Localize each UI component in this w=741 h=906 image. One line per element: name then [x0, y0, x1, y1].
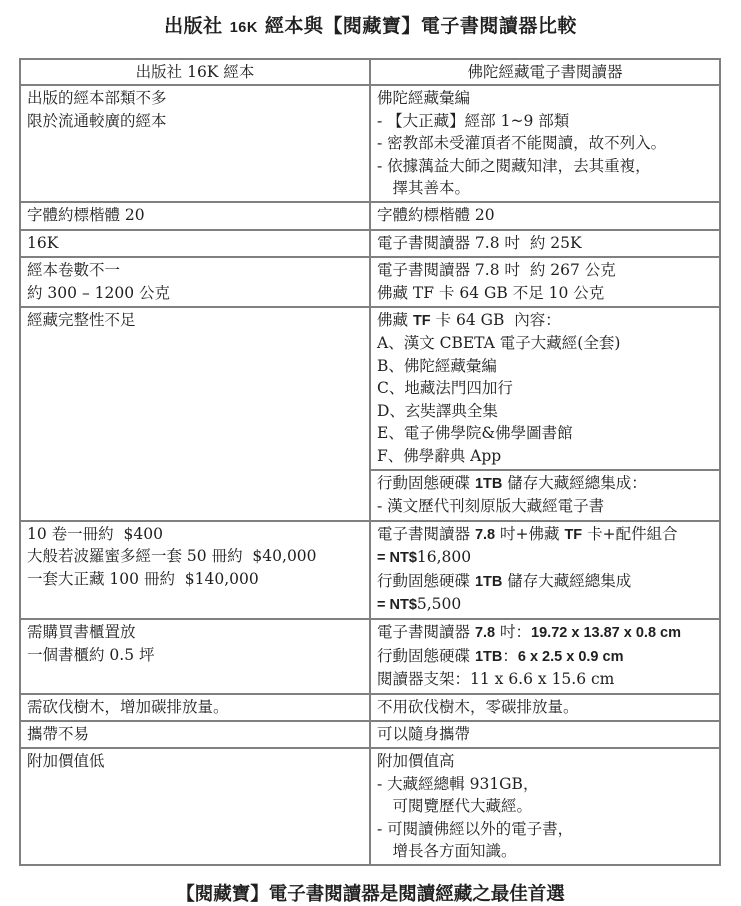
cell-right — [370, 202, 720, 229]
table-row — [20, 257, 720, 307]
table-row — [20, 202, 720, 229]
cell-line: 10 卷一冊約 $400 — [27, 524, 163, 543]
comparison-table — [19, 58, 721, 866]
cell-line: 字體約標楷體 20 — [377, 206, 495, 225]
cell-line: F、佛學辭典 App — [377, 446, 502, 465]
column-header-left: 出版社 16K 經本 — [20, 59, 370, 85]
cell-line: 字體約標楷體 20 — [27, 206, 145, 225]
cell-line: 電子書閱讀器 7.8 吋 約 25K — [377, 233, 582, 252]
cell-line: - 大藏經總輯 931GB， — [377, 774, 539, 793]
table-row — [20, 85, 720, 202]
cell-line: 經本卷數不一 — [27, 261, 121, 280]
cell-line: 可閱覽歷代大藏經。 — [377, 797, 533, 816]
table-row — [20, 721, 720, 748]
cell-line: 電子書閱讀器 7.8 吋+佛藏 TF 卡+配件組合 — [377, 524, 678, 543]
cell-line: 需砍伐樹木，增加碳排放量。 — [27, 697, 229, 716]
cell-line: - 依據蕅益大師之閱藏知津，去其重複， — [377, 156, 651, 175]
cell-right — [370, 470, 720, 521]
header-row — [20, 59, 720, 85]
cell-line: 擇其善本。 — [377, 179, 471, 198]
cell-right — [370, 257, 720, 307]
table-row — [20, 694, 720, 721]
cell-line: - 可閱讀佛經以外的電子書， — [377, 819, 574, 838]
cell-left — [20, 257, 370, 307]
cell-right — [370, 748, 720, 865]
cell-right — [370, 721, 720, 748]
cell-line: 佛藏 TF 卡 64 GB 內容： — [377, 311, 561, 330]
cell-line: 需購買書櫃置放 — [27, 623, 136, 642]
cell-left — [20, 748, 370, 865]
cell-line: 一個書櫃約 0.5 坪 — [27, 645, 155, 664]
cell-right — [370, 521, 720, 620]
cell-line: 限於流通較廣的經本 — [27, 111, 167, 130]
cell-left — [20, 619, 370, 693]
cell-line: 增長各方面知識。 — [377, 842, 517, 860]
cell-line: 佛陀經藏彙編 — [377, 89, 471, 108]
cell-line: 行動固態硬碟 1TB 儲存大藏經總集成： — [377, 473, 647, 492]
cell-left — [20, 230, 370, 257]
table-row — [20, 230, 720, 257]
cell-line: 出版的經本部類不多 — [27, 89, 167, 108]
cell-right — [370, 85, 720, 202]
cell-line: 行動固態硬碟 1TB：6 x 2.5 x 0.9 cm — [377, 646, 624, 665]
table-row — [20, 307, 720, 470]
cell-left — [20, 694, 370, 721]
cell-line: 行動固態硬碟 1TB 儲存大藏經總集成 — [377, 571, 632, 590]
cell-line: 電子書閱讀器 7.8 吋 約 267 公克 — [377, 261, 616, 280]
cell-line: = NT$16,800 — [377, 548, 472, 567]
column-header-right: 佛陀經藏電子書閱讀器 — [370, 59, 720, 85]
cell-left — [20, 202, 370, 229]
cell-line: 閱讀器支架：11 x 6.6 x 15.6 cm — [377, 670, 615, 689]
cell-left — [20, 307, 370, 521]
cell-line: = NT$5,500 — [377, 594, 462, 613]
cell-line: A、漢文 CBETA 電子大藏經(全套) — [377, 334, 621, 353]
table-body — [20, 85, 720, 865]
cell-left — [20, 521, 370, 620]
cell-line: D、玄奘譯典全集 — [377, 401, 498, 420]
page-title: 出版社 16K 經本與【閱藏寶】電子書閱讀器比較 — [164, 15, 577, 37]
cell-left — [20, 85, 370, 202]
cell-line: 佛藏 TF 卡 64 GB 不足 10 公克 — [377, 283, 605, 302]
cell-line: 一套大正藏 100 冊約 $140,000 — [27, 569, 259, 588]
cell-right — [370, 230, 720, 257]
cell-line: 附加價值高 — [377, 752, 455, 771]
cell-line: B、佛陀經藏彙編 — [377, 356, 497, 375]
table-row — [20, 619, 720, 693]
cell-line: - 【大正藏】經部 1~9 部類 — [377, 111, 570, 130]
cell-right — [370, 694, 720, 721]
table-row — [20, 521, 720, 620]
table-row — [20, 748, 720, 865]
cell-line: 不用砍伐樹木，零碳排放量。 — [377, 697, 579, 716]
cell-line: E、電子佛學院&佛學圖書館 — [377, 424, 573, 443]
cell-line: 大般若波羅蜜多經一套 50 冊約 $40,000 — [27, 547, 317, 566]
footer-slogan: 【閱藏寶】電子書閱讀器是閱讀經藏之最佳首選 — [176, 884, 565, 906]
cell-line: - 漢文歷代刊刻原版大藏經電子書 — [377, 497, 605, 516]
cell-line: 16K — [27, 233, 59, 252]
cell-line: C、地藏法門四加行 — [377, 379, 513, 398]
cell-line: - 密教部未受灌頂者不能閱讀，故不列入。 — [377, 134, 667, 153]
cell-right — [370, 619, 720, 693]
cell-line: 附加價值低 — [27, 752, 105, 771]
cell-line: 電子書閱讀器 7.8 吋：19.72 x 13.87 x 0.8 cm — [377, 623, 682, 642]
cell-line: 可以隨身攜帶 — [377, 724, 471, 743]
cell-line: 攜帶不易 — [27, 724, 90, 743]
cell-right — [370, 307, 720, 470]
cell-line: 經藏完整性不足 — [27, 311, 136, 330]
cell-left — [20, 721, 370, 748]
cell-line: 約 300 – 1200 公克 — [27, 283, 170, 302]
